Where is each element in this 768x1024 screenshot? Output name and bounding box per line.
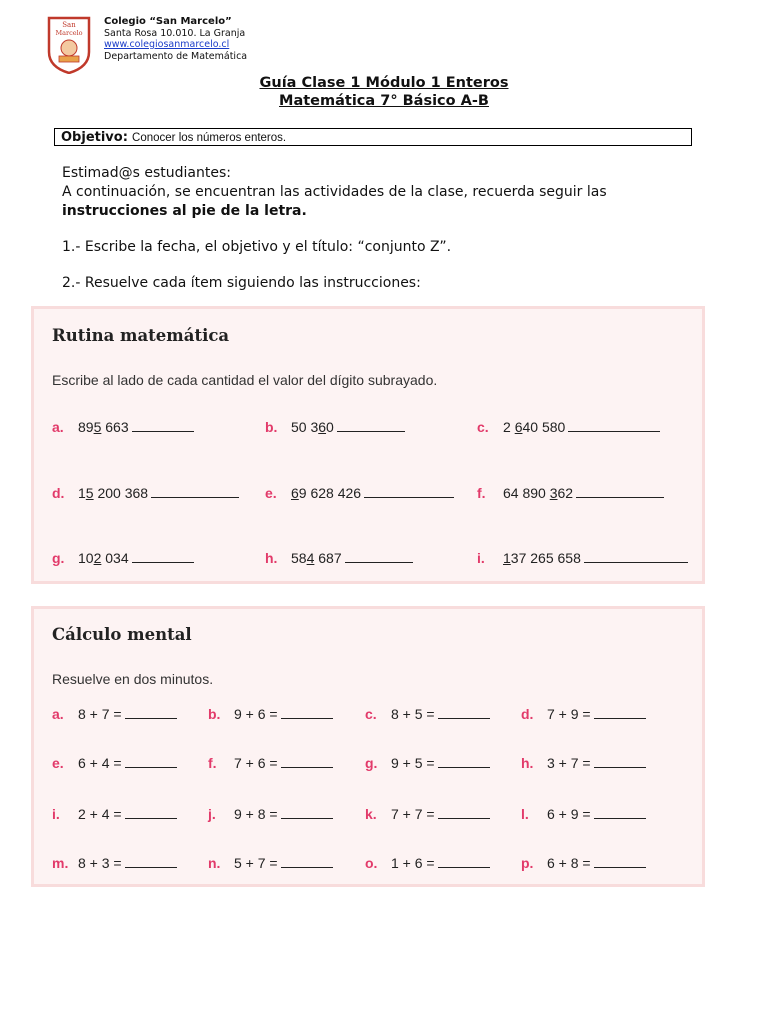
answer-blank[interactable] bbox=[125, 806, 177, 819]
step-2: 2.- Resuelve cada ítem siguiendo las instrucciones: bbox=[62, 275, 421, 291]
answer-blank[interactable] bbox=[125, 706, 177, 719]
school-website-link[interactable]: www.colegiosanmarcelo.cl bbox=[104, 39, 230, 50]
expression: 7 + 6 = bbox=[234, 755, 278, 771]
calculo-item-l bbox=[521, 806, 646, 822]
expression: 8 + 3 = bbox=[78, 855, 122, 871]
item-label: g. bbox=[52, 550, 65, 566]
calculo-item-h bbox=[521, 755, 646, 771]
item-label: m. bbox=[52, 855, 69, 871]
underlined-digit: 6 bbox=[514, 419, 523, 435]
item-label: h. bbox=[265, 550, 278, 566]
instructions bbox=[62, 164, 722, 293]
title-line-1: Guía Clase 1 Módulo 1 Enteros bbox=[259, 75, 509, 91]
item-label: j. bbox=[208, 806, 216, 822]
item-label: l. bbox=[521, 806, 529, 822]
answer-blank[interactable] bbox=[584, 550, 688, 563]
school-name: Colegio “San Marcelo” bbox=[104, 16, 232, 27]
expression: 2 + 4 = bbox=[78, 806, 122, 822]
expression: 3 + 7 = bbox=[547, 755, 591, 771]
calculo-item-n bbox=[208, 855, 333, 871]
rutina-item-a bbox=[52, 419, 194, 435]
answer-blank[interactable] bbox=[281, 806, 333, 819]
item-label: f. bbox=[208, 755, 217, 771]
logo-text-bottom: Marcelo bbox=[55, 29, 83, 37]
answer-blank[interactable] bbox=[364, 485, 454, 498]
underlined-digit: 6 bbox=[291, 485, 299, 501]
expression: 5 + 7 = bbox=[234, 855, 278, 871]
calculo-item-k bbox=[365, 806, 490, 822]
number: 102 034 bbox=[78, 550, 129, 566]
item-label: c. bbox=[477, 419, 489, 435]
calculo-item-o bbox=[365, 855, 490, 871]
number: 895 663 bbox=[78, 419, 129, 435]
item-label: e. bbox=[52, 755, 64, 771]
item-label: c. bbox=[365, 706, 377, 722]
underlined-digit: 5 bbox=[85, 485, 94, 501]
calculo-item-p bbox=[521, 855, 646, 871]
rutina-item-h bbox=[265, 550, 413, 566]
number: 137 265 658 bbox=[503, 550, 581, 566]
number: 69 628 426 bbox=[291, 485, 362, 501]
underlined-digit: 3 bbox=[549, 485, 558, 501]
item-label: p. bbox=[521, 855, 534, 871]
document-title bbox=[0, 74, 768, 110]
item-label: a. bbox=[52, 419, 64, 435]
objective-box bbox=[54, 128, 692, 146]
rutina-item-b bbox=[265, 419, 405, 435]
answer-blank[interactable] bbox=[125, 755, 177, 768]
number: 584 687 bbox=[291, 550, 342, 566]
rutina-item-i bbox=[477, 550, 688, 566]
answer-blank[interactable] bbox=[568, 419, 660, 432]
item-label: b. bbox=[265, 419, 278, 435]
objective-text: Conocer los números enteros. bbox=[132, 132, 287, 144]
calculo-item-i bbox=[52, 806, 177, 822]
school-crest-logo bbox=[47, 16, 91, 74]
calculo-item-f bbox=[208, 755, 333, 771]
calculo-title: Cálculo mental bbox=[52, 625, 192, 644]
underlined-digit: 5 bbox=[93, 419, 102, 435]
item-label: n. bbox=[208, 855, 221, 871]
underlined-digit: 4 bbox=[306, 550, 315, 566]
expression: 7 + 9 = bbox=[547, 706, 591, 722]
item-label: f. bbox=[477, 485, 486, 501]
title-line-2: Matemática 7° Básico A-B bbox=[279, 93, 489, 109]
calculo-item-j bbox=[208, 806, 333, 822]
underlined-digit: 2 bbox=[93, 550, 102, 566]
answer-blank[interactable] bbox=[438, 755, 490, 768]
calculo-item-m bbox=[52, 855, 177, 871]
rutina-title: Rutina matemática bbox=[52, 326, 230, 345]
expression: 6 + 9 = bbox=[547, 806, 591, 822]
expression: 9 + 6 = bbox=[234, 706, 278, 722]
calculo-item-d bbox=[521, 706, 646, 722]
answer-blank[interactable] bbox=[281, 706, 333, 719]
number: 2 640 580 bbox=[503, 419, 566, 435]
calculo-item-g bbox=[365, 755, 490, 771]
underlined-digit: 1 bbox=[503, 550, 511, 566]
calculo-item-e bbox=[52, 755, 177, 771]
rutina-item-g bbox=[52, 550, 194, 566]
expression: 1 + 6 = bbox=[391, 855, 435, 871]
calculo-instruction: Resuelve en dos minutos. bbox=[52, 671, 214, 687]
rutina-item-e bbox=[265, 485, 454, 501]
answer-blank[interactable] bbox=[125, 855, 177, 868]
answer-blank[interactable] bbox=[132, 550, 194, 563]
answer-blank[interactable] bbox=[438, 706, 490, 719]
rutina-instruction: Escribe al lado de cada cantidad el valor del dígito subrayado. bbox=[52, 372, 438, 388]
step-1: 1.- Escribe la fecha, el objetivo y el título: “conjunto Z”. bbox=[62, 239, 452, 255]
answer-blank[interactable] bbox=[594, 806, 646, 819]
calculo-item-a bbox=[52, 706, 177, 722]
expression: 9 + 5 = bbox=[391, 755, 435, 771]
answer-blank[interactable] bbox=[345, 550, 413, 563]
expression: 6 + 8 = bbox=[547, 855, 591, 871]
rutina-item-f bbox=[477, 485, 664, 501]
expression: 7 + 7 = bbox=[391, 806, 435, 822]
calculo-item-b bbox=[208, 706, 333, 722]
item-label: i. bbox=[477, 550, 485, 566]
intro-bold: instrucciones al pie de la letra. bbox=[62, 203, 307, 219]
objective-label: Objetivo: bbox=[61, 130, 128, 145]
expression: 8 + 7 = bbox=[78, 706, 122, 722]
expression: 9 + 8 = bbox=[234, 806, 278, 822]
item-label: o. bbox=[365, 855, 378, 871]
answer-blank[interactable] bbox=[281, 855, 333, 868]
item-label: g. bbox=[365, 755, 378, 771]
item-label: b. bbox=[208, 706, 221, 722]
logo-text-top: San bbox=[62, 21, 76, 29]
answer-blank[interactable] bbox=[132, 419, 194, 432]
answer-blank[interactable] bbox=[151, 485, 239, 498]
school-info bbox=[104, 16, 247, 62]
item-label: e. bbox=[265, 485, 277, 501]
calculo-item-c bbox=[365, 706, 490, 722]
rutina-item-d bbox=[52, 485, 239, 501]
item-label: d. bbox=[521, 706, 534, 722]
expression: 6 + 4 = bbox=[78, 755, 122, 771]
item-label: i. bbox=[52, 806, 60, 822]
answer-blank[interactable] bbox=[438, 855, 490, 868]
item-label: h. bbox=[521, 755, 534, 771]
department: Departamento de Matemática bbox=[104, 50, 248, 62]
answer-blank[interactable] bbox=[281, 755, 333, 768]
answer-blank[interactable] bbox=[438, 806, 490, 819]
item-label: a. bbox=[52, 706, 64, 722]
calculo-mental-box bbox=[31, 606, 705, 887]
school-address: Santa Rosa 10.010. La Granja bbox=[104, 27, 246, 39]
underlined-digit: 6 bbox=[318, 419, 327, 435]
answer-blank[interactable] bbox=[594, 755, 646, 768]
intro-line: A continuación, se encuentran las actividades de la clase, recuerda seguir las bbox=[62, 184, 607, 200]
answer-blank[interactable] bbox=[594, 855, 646, 868]
number: 15 200 368 bbox=[78, 485, 149, 501]
answer-blank[interactable] bbox=[337, 419, 405, 432]
answer-blank[interactable] bbox=[576, 485, 664, 498]
expression: 8 + 5 = bbox=[391, 706, 435, 722]
item-label: k. bbox=[365, 806, 377, 822]
greeting: Estimad@s estudiantes: bbox=[62, 165, 231, 181]
number: 50 360 bbox=[291, 419, 334, 435]
rutina-item-c bbox=[477, 419, 660, 435]
number: 64 890 362 bbox=[503, 485, 574, 501]
rutina-matematica-box bbox=[31, 306, 705, 584]
answer-blank[interactable] bbox=[594, 706, 646, 719]
item-label: d. bbox=[52, 485, 65, 501]
